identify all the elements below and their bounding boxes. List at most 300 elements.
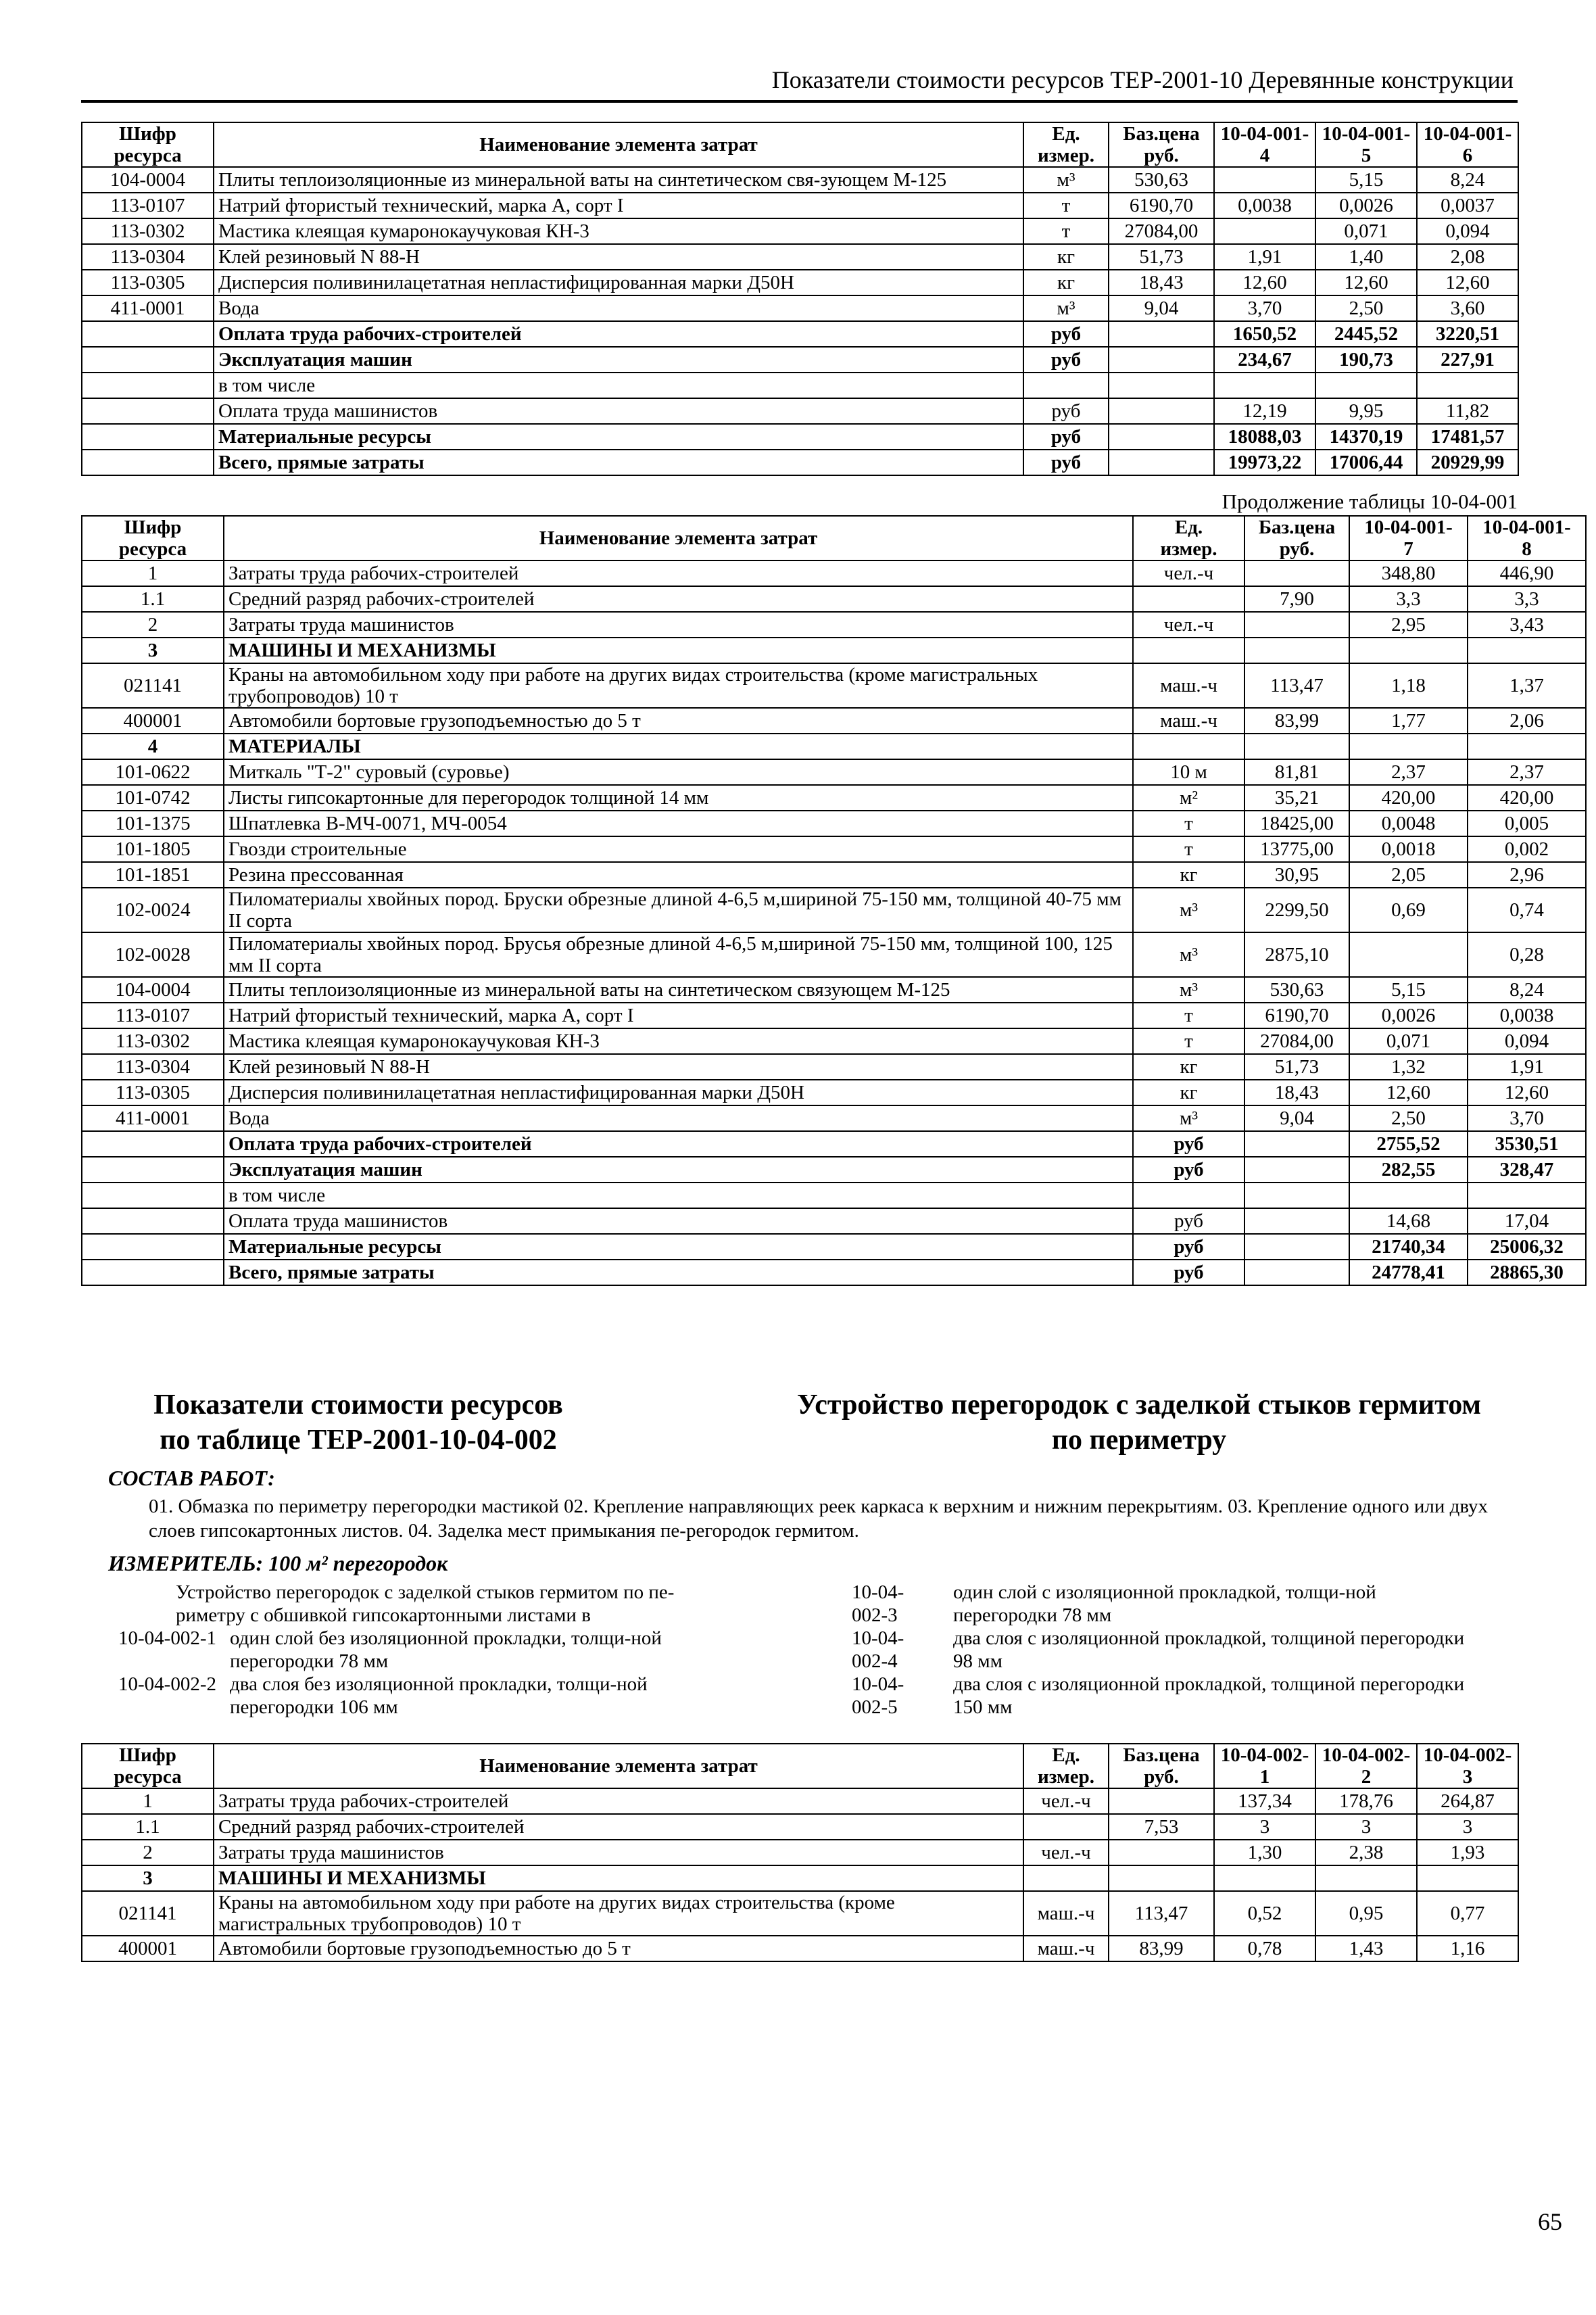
cell-price — [1244, 1131, 1349, 1157]
cell-value: 19973,22 — [1214, 450, 1315, 475]
variant-description: один слой без изоляционной прокладки, толщи-ной перегородки 78 мм — [230, 1627, 662, 1672]
cell-price — [1109, 450, 1214, 475]
cell-value: 3,60 — [1417, 295, 1518, 321]
cell-name: Оплата труда машинистов — [214, 398, 1023, 424]
table-row — [82, 373, 1518, 398]
cell-value: 0,005 — [1468, 811, 1586, 836]
cell-unit: руб — [1133, 1260, 1244, 1285]
cell-unit: т — [1023, 218, 1109, 244]
cell-name: Клей резиновый N 88-Н — [224, 1054, 1133, 1080]
cell-unit: кг — [1133, 1080, 1244, 1105]
cell-price: 18,43 — [1109, 270, 1214, 295]
cell-name: Резина прессованная — [224, 862, 1133, 888]
cell-value: 3 — [1214, 1814, 1315, 1840]
col-code-header: Шифр ресурса — [82, 122, 214, 167]
cell-value: 0,28 — [1468, 932, 1586, 977]
cell-name: Миткаль "Т-2" суровый (суровье) — [224, 759, 1133, 785]
table-row — [82, 888, 1586, 932]
cell-unit: т — [1133, 1003, 1244, 1028]
cell-value: 3,70 — [1214, 295, 1315, 321]
cell-name: Натрий фтористый технический, марка А, сорт I — [214, 193, 1023, 218]
cell-price: 530,63 — [1109, 167, 1214, 193]
cell-price: 35,21 — [1244, 785, 1349, 811]
cell-value: 2445,52 — [1315, 321, 1417, 347]
cell-unit — [1133, 638, 1244, 663]
cell-value: 3 — [1315, 1814, 1417, 1840]
col-price-header: Баз.цена руб. — [1109, 1744, 1214, 1788]
col-norm-header: 10-04-002- 1 — [1214, 1744, 1315, 1788]
cell-name: Эксплуатация машин — [224, 1157, 1133, 1183]
cell-code: 3 — [82, 638, 224, 663]
variant-code: 10-04-002-2 — [118, 1673, 216, 1695]
table-header-row — [82, 516, 1586, 560]
variant-code: 10-04-002-3 — [852, 1581, 904, 1626]
col-price-header: Баз.цена руб. — [1244, 516, 1349, 560]
cell-name: Материальные ресурсы — [224, 1234, 1133, 1260]
variant-code: 10-04-002-1 — [118, 1627, 216, 1649]
col-name-header: Наименование элемента затрат — [214, 1744, 1023, 1788]
cell-value: 3530,51 — [1468, 1131, 1586, 1157]
cell-name: Автомобили бортовые грузоподъемностью до 5 т — [214, 1936, 1023, 1961]
cell-value — [1214, 1865, 1315, 1891]
cell-name: Краны на автомобильном ходу при работе на других видах строительства (кроме магистральных трубопроводов) 10 т — [214, 1891, 1023, 1936]
cell-code: 113-0302 — [82, 218, 214, 244]
table-row — [82, 295, 1518, 321]
cell-price — [1244, 1260, 1349, 1285]
cell-price — [1244, 612, 1349, 638]
cell-name: Плиты теплоизоляционные из минеральной ваты на синтетическом свя-зующем М-125 — [214, 167, 1023, 193]
table-row — [82, 1183, 1586, 1208]
cell-name: Затраты труда рабочих-строителей — [224, 560, 1133, 586]
cell-value: 1,37 — [1468, 663, 1586, 708]
table-row — [82, 663, 1586, 708]
cell-code: 411-0001 — [82, 1105, 224, 1131]
table-row — [82, 1788, 1518, 1814]
cell-price: 27084,00 — [1109, 218, 1214, 244]
cell-value: 5,15 — [1315, 167, 1417, 193]
cell-unit: 10 м — [1133, 759, 1244, 785]
cell-value: 1,40 — [1315, 244, 1417, 270]
cell-code — [82, 321, 214, 347]
cell-value: 2,05 — [1349, 862, 1468, 888]
cell-code: 104-0004 — [82, 977, 224, 1003]
cell-price — [1244, 1208, 1349, 1234]
table-row — [82, 638, 1586, 663]
cell-unit: маш.-ч — [1023, 1891, 1109, 1936]
variants-right-column — [764, 1581, 1518, 1719]
col-norm-header: 10-04-001- 5 — [1315, 122, 1417, 167]
cell-value: 8,24 — [1417, 167, 1518, 193]
cell-name: Вода — [224, 1105, 1133, 1131]
cell-code: 021141 — [82, 663, 224, 708]
cell-code — [82, 1183, 224, 1208]
table-row — [82, 1936, 1518, 1961]
table-row — [82, 612, 1586, 638]
table-row — [82, 398, 1518, 424]
cell-value: 17481,57 — [1417, 424, 1518, 450]
cell-name: Средний разряд рабочих-строителей — [214, 1814, 1023, 1840]
variant-item — [764, 1673, 1518, 1719]
cell-unit: руб — [1023, 398, 1109, 424]
cell-value: 0,0038 — [1468, 1003, 1586, 1028]
table-header-row — [82, 1744, 1518, 1788]
col-code-header: Шифр ресурса — [82, 1744, 214, 1788]
cell-price — [1109, 321, 1214, 347]
cell-price — [1109, 398, 1214, 424]
col-norm-header: 10-04-002- 2 — [1315, 1744, 1417, 1788]
cell-code: 400001 — [82, 1936, 214, 1961]
cell-code: 2 — [82, 612, 224, 638]
cell-code — [82, 1260, 224, 1285]
cell-unit: руб — [1023, 347, 1109, 373]
cell-price: 51,73 — [1244, 1054, 1349, 1080]
cell-value: 12,60 — [1468, 1080, 1586, 1105]
table-row — [82, 1131, 1586, 1157]
cell-value: 1,16 — [1417, 1936, 1518, 1961]
table-row — [82, 932, 1586, 977]
cell-value: 2,08 — [1417, 244, 1518, 270]
cell-price: 51,73 — [1109, 244, 1214, 270]
cell-unit: м³ — [1023, 295, 1109, 321]
variants-list — [81, 1581, 1518, 1719]
cell-price: 83,99 — [1109, 1936, 1214, 1961]
cell-value — [1349, 1183, 1468, 1208]
cell-value — [1214, 218, 1315, 244]
cell-code — [82, 373, 214, 398]
work-composition-text: 01. Обмазка по периметру перегородки мастикой 02. Крепление направляющих реек каркаса к верхним и нижним перекрытиям. 03. Крепление одного или двух слоев гипсокартонных листов. 04. Заделка мест примыкания пе-регородок гермитом. — [149, 1496, 1489, 1542]
variant-item — [764, 1581, 1518, 1627]
cell-price — [1244, 638, 1349, 663]
cell-value — [1349, 638, 1468, 663]
cell-name: Затраты труда рабочих-строителей — [214, 1788, 1023, 1814]
cell-value: 9,95 — [1315, 398, 1417, 424]
cell-value: 1,77 — [1349, 708, 1468, 734]
table-row — [82, 734, 1586, 759]
cell-unit — [1133, 734, 1244, 759]
cell-price: 30,95 — [1244, 862, 1349, 888]
cell-value: 2,37 — [1468, 759, 1586, 785]
cell-value — [1468, 734, 1586, 759]
cell-code: 113-0304 — [82, 244, 214, 270]
cell-value: 14,68 — [1349, 1208, 1468, 1234]
cell-unit: м³ — [1133, 932, 1244, 977]
cell-unit: чел.-ч — [1133, 560, 1244, 586]
cell-code — [82, 1234, 224, 1260]
cell-value: 0,0048 — [1349, 811, 1468, 836]
table-row — [82, 586, 1586, 612]
cell-price — [1244, 734, 1349, 759]
cell-unit — [1023, 373, 1109, 398]
cell-name: Оплата труда рабочих-строителей — [214, 321, 1023, 347]
table-header-row — [82, 122, 1518, 167]
cell-value — [1349, 734, 1468, 759]
cell-code: 3 — [82, 1865, 214, 1891]
page-number: 65 — [1538, 2208, 1562, 2235]
cell-code: 102-0028 — [82, 932, 224, 977]
table-row — [82, 862, 1586, 888]
cell-unit: руб — [1023, 424, 1109, 450]
cell-unit: чел.-ч — [1133, 612, 1244, 638]
cell-value: 0,95 — [1315, 1891, 1417, 1936]
cell-code — [82, 1157, 224, 1183]
cell-value: 0,69 — [1349, 888, 1468, 932]
cell-value: 14370,19 — [1315, 424, 1417, 450]
col-norm-header: 10-04-001- 8 — [1468, 516, 1586, 560]
table-row — [82, 424, 1518, 450]
cell-unit — [1133, 586, 1244, 612]
cell-unit: т — [1133, 811, 1244, 836]
cell-unit: кг — [1023, 270, 1109, 295]
table-row — [82, 1234, 1586, 1260]
table-row — [82, 193, 1518, 218]
cell-price: 2299,50 — [1244, 888, 1349, 932]
variant-item — [81, 1627, 764, 1673]
cell-unit: кг — [1133, 1054, 1244, 1080]
cell-value: 2755,52 — [1349, 1131, 1468, 1157]
cell-price — [1109, 424, 1214, 450]
cell-code: 104-0004 — [82, 167, 214, 193]
cell-value: 137,34 — [1214, 1788, 1315, 1814]
variant-description: два слоя с изоляционной прокладкой, толщиной перегородки 98 мм — [953, 1627, 1465, 1672]
section-title-left: Показатели стоимости ресурсов по таблице ТЕР-2001-10-04-002 — [153, 1389, 563, 1456]
cell-value: 1,18 — [1349, 663, 1468, 708]
cell-name: Клей резиновый N 88-Н — [214, 244, 1023, 270]
cell-value: 0,52 — [1214, 1891, 1315, 1936]
cell-value: 3 — [1417, 1814, 1518, 1840]
cell-name: Натрий фтористый технический, марка А, сорт I — [224, 1003, 1133, 1028]
table-row — [82, 811, 1586, 836]
cell-price — [1109, 1840, 1214, 1865]
cell-value: 20929,99 — [1417, 450, 1518, 475]
cell-unit: руб — [1023, 450, 1109, 475]
cell-code: 1.1 — [82, 1814, 214, 1840]
cell-price — [1244, 1183, 1349, 1208]
cell-name: Дисперсия поливинилацетатная непластифицированная марки Д50Н — [224, 1080, 1133, 1105]
cell-value: 12,60 — [1214, 270, 1315, 295]
table-row — [82, 1891, 1518, 1936]
cell-value: 12,60 — [1315, 270, 1417, 295]
cell-value: 0,071 — [1315, 218, 1417, 244]
cell-unit — [1023, 1865, 1109, 1891]
table-row — [82, 244, 1518, 270]
variants-intro: Устройство перегородок с заделкой стыков гермитом по пе-риметру с обшивкой гипсокартонными листами в — [176, 1581, 675, 1626]
cell-code: 101-1851 — [82, 862, 224, 888]
cell-name: Листы гипсокартонные для перегородок толщиной 14 мм — [224, 785, 1133, 811]
cell-price: 113,47 — [1109, 1891, 1214, 1936]
cell-name: Пиломатериалы хвойных пород. Бруски обрезные длиной 4-6,5 м,шириной 75-150 мм, толщиной 40-75 мм II сорта — [224, 888, 1133, 932]
variant-description: два слоя без изоляционной прокладки, толщи-ной перегородки 106 мм — [230, 1673, 648, 1718]
cell-value: 2,96 — [1468, 862, 1586, 888]
cell-name: Эксплуатация машин — [214, 347, 1023, 373]
cell-code: 2 — [82, 1840, 214, 1865]
cell-name: Краны на автомобильном ходу при работе на других видах строительства (кроме магистральных трубопроводов) 10 т — [224, 663, 1133, 708]
cell-code: 102-0024 — [82, 888, 224, 932]
cell-price: 2875,10 — [1244, 932, 1349, 977]
table-row — [82, 836, 1586, 862]
col-price-header: Баз.цена руб. — [1109, 122, 1214, 167]
cell-unit: руб — [1133, 1208, 1244, 1234]
cell-value: 0,77 — [1417, 1891, 1518, 1936]
cell-unit — [1023, 1814, 1109, 1840]
table-row — [82, 347, 1518, 373]
table-row — [82, 167, 1518, 193]
cell-value: 1,30 — [1214, 1840, 1315, 1865]
cell-name: Гвозди строительные — [224, 836, 1133, 862]
cell-name: Вода — [214, 295, 1023, 321]
cell-code — [82, 398, 214, 424]
table-row — [82, 560, 1586, 586]
cell-name: Мастика клеящая кумаронокаучуковая КН-3 — [224, 1028, 1133, 1054]
cell-unit: кг — [1133, 862, 1244, 888]
variant-item — [81, 1673, 764, 1719]
cell-price: 7,90 — [1244, 586, 1349, 612]
cell-code: 101-1805 — [82, 836, 224, 862]
continuation-label: Продолжение таблицы 10-04-001 — [1222, 490, 1518, 513]
col-unit-header: Ед. измер. — [1023, 122, 1109, 167]
cell-value: 17006,44 — [1315, 450, 1417, 475]
running-header: Показатели стоимости ресурсов ТЕР-2001-10 Деревянные конструкции — [81, 62, 1518, 103]
cell-code: 101-0622 — [82, 759, 224, 785]
cell-unit: м³ — [1133, 1105, 1244, 1131]
cell-unit: м³ — [1023, 167, 1109, 193]
cell-unit: м³ — [1133, 888, 1244, 932]
cell-value: 0,74 — [1468, 888, 1586, 932]
cell-price: 113,47 — [1244, 663, 1349, 708]
table-row — [82, 1054, 1586, 1080]
cell-value: 1,32 — [1349, 1054, 1468, 1080]
cell-value: 1,43 — [1315, 1936, 1417, 1961]
cell-price — [1244, 560, 1349, 586]
cell-code: 1 — [82, 1788, 214, 1814]
cell-value: 5,15 — [1349, 977, 1468, 1003]
variant-description: два слоя с изоляционной прокладкой, толщиной перегородки 150 мм — [953, 1673, 1465, 1718]
cell-unit — [1133, 1183, 1244, 1208]
table-row — [82, 1814, 1518, 1840]
cell-value: 2,38 — [1315, 1840, 1417, 1865]
col-norm-header: 10-04-001- 7 — [1349, 516, 1468, 560]
cell-unit: руб — [1133, 1234, 1244, 1260]
cell-value: 0,0038 — [1214, 193, 1315, 218]
cell-name: Всего, прямые затраты — [214, 450, 1023, 475]
resource-table-10-04-001-7-8 — [81, 515, 1587, 1286]
cell-code: 101-0742 — [82, 785, 224, 811]
cell-code: 113-0107 — [82, 1003, 224, 1028]
cell-value: 446,90 — [1468, 560, 1586, 586]
cell-price: 7,53 — [1109, 1814, 1214, 1840]
table-row — [82, 1208, 1586, 1234]
table-row — [82, 1865, 1518, 1891]
document-page — [81, 41, 1571, 1962]
cell-value: 0,094 — [1468, 1028, 1586, 1054]
cell-value — [1468, 638, 1586, 663]
cell-code — [82, 450, 214, 475]
cell-unit: т — [1133, 836, 1244, 862]
cell-unit: м² — [1133, 785, 1244, 811]
cell-name: МАТЕРИАЛЫ — [224, 734, 1133, 759]
cell-name: Материальные ресурсы — [214, 424, 1023, 450]
cell-value: 18088,03 — [1214, 424, 1315, 450]
cell-unit: т — [1133, 1028, 1244, 1054]
cell-value: 3,3 — [1468, 586, 1586, 612]
cell-value: 3,3 — [1349, 586, 1468, 612]
cell-price: 27084,00 — [1244, 1028, 1349, 1054]
cell-code — [82, 1131, 224, 1157]
cell-value: 17,04 — [1468, 1208, 1586, 1234]
resource-table-10-04-002-1-3 — [81, 1743, 1519, 1962]
cell-value: 3220,51 — [1417, 321, 1518, 347]
cell-value: 12,60 — [1349, 1080, 1468, 1105]
cell-unit: руб — [1133, 1131, 1244, 1157]
cell-code: 113-0305 — [82, 270, 214, 295]
cell-price: 13775,00 — [1244, 836, 1349, 862]
cell-unit: маш.-ч — [1133, 663, 1244, 708]
cell-name: Затраты труда машинистов — [224, 612, 1133, 638]
cell-value: 28865,30 — [1468, 1260, 1586, 1285]
cell-value: 0,094 — [1417, 218, 1518, 244]
cell-value — [1214, 167, 1315, 193]
cell-unit: маш.-ч — [1023, 1936, 1109, 1961]
cell-value: 0,071 — [1349, 1028, 1468, 1054]
cell-value: 12,60 — [1417, 270, 1518, 295]
col-norm-header: 10-04-001- 6 — [1417, 122, 1518, 167]
cell-value: 190,73 — [1315, 347, 1417, 373]
cell-code — [82, 347, 214, 373]
cell-value: 1,91 — [1468, 1054, 1586, 1080]
section-titles — [81, 1387, 1518, 1458]
cell-value: 234,67 — [1214, 347, 1315, 373]
cell-value: 2,50 — [1349, 1105, 1468, 1131]
table-row — [82, 785, 1586, 811]
col-name-header: Наименование элемента затрат — [214, 122, 1023, 167]
cell-price — [1109, 1788, 1214, 1814]
cell-value — [1315, 373, 1417, 398]
cell-value: 420,00 — [1349, 785, 1468, 811]
cell-unit: чел.-ч — [1023, 1840, 1109, 1865]
cell-value — [1315, 1865, 1417, 1891]
cell-code: 101-1375 — [82, 811, 224, 836]
cell-value: 2,50 — [1315, 295, 1417, 321]
cell-name: Оплата труда машинистов — [224, 1208, 1133, 1234]
cell-value: 3,70 — [1468, 1105, 1586, 1131]
cell-unit: маш.-ч — [1133, 708, 1244, 734]
cell-value — [1417, 373, 1518, 398]
cell-unit: м³ — [1133, 977, 1244, 1003]
cell-value: 1,93 — [1417, 1840, 1518, 1865]
cell-value: 227,91 — [1417, 347, 1518, 373]
cell-name: Мастика клеящая кумаронокаучуковая КН-3 — [214, 218, 1023, 244]
cell-code: 113-0305 — [82, 1080, 224, 1105]
table-row — [82, 708, 1586, 734]
cell-price: 6190,70 — [1109, 193, 1214, 218]
cell-price: 530,63 — [1244, 977, 1349, 1003]
cell-value: 282,55 — [1349, 1157, 1468, 1183]
cell-value: 11,82 — [1417, 398, 1518, 424]
cell-code: 400001 — [82, 708, 224, 734]
variant-code: 10-04-002-4 — [852, 1627, 904, 1672]
cell-code — [82, 424, 214, 450]
measure-label: ИЗМЕРИТЕЛЬ: 100 м² перегородок — [108, 1551, 448, 1575]
cell-name: Плиты теплоизоляционные из минеральной ваты на синтетическом связующем М-125 — [224, 977, 1133, 1003]
table-row — [82, 450, 1518, 475]
cell-name: МАШИНЫ И МЕХАНИЗМЫ — [214, 1865, 1023, 1891]
cell-name: Всего, прямые затраты — [224, 1260, 1133, 1285]
section-title-right: Устройство перегородок с заделкой стыков гермитом по периметру — [797, 1389, 1481, 1456]
cell-value — [1417, 1865, 1518, 1891]
cell-value: 264,87 — [1417, 1788, 1518, 1814]
cell-value: 1650,52 — [1214, 321, 1315, 347]
cell-value: 25006,32 — [1468, 1234, 1586, 1260]
cell-price: 83,99 — [1244, 708, 1349, 734]
